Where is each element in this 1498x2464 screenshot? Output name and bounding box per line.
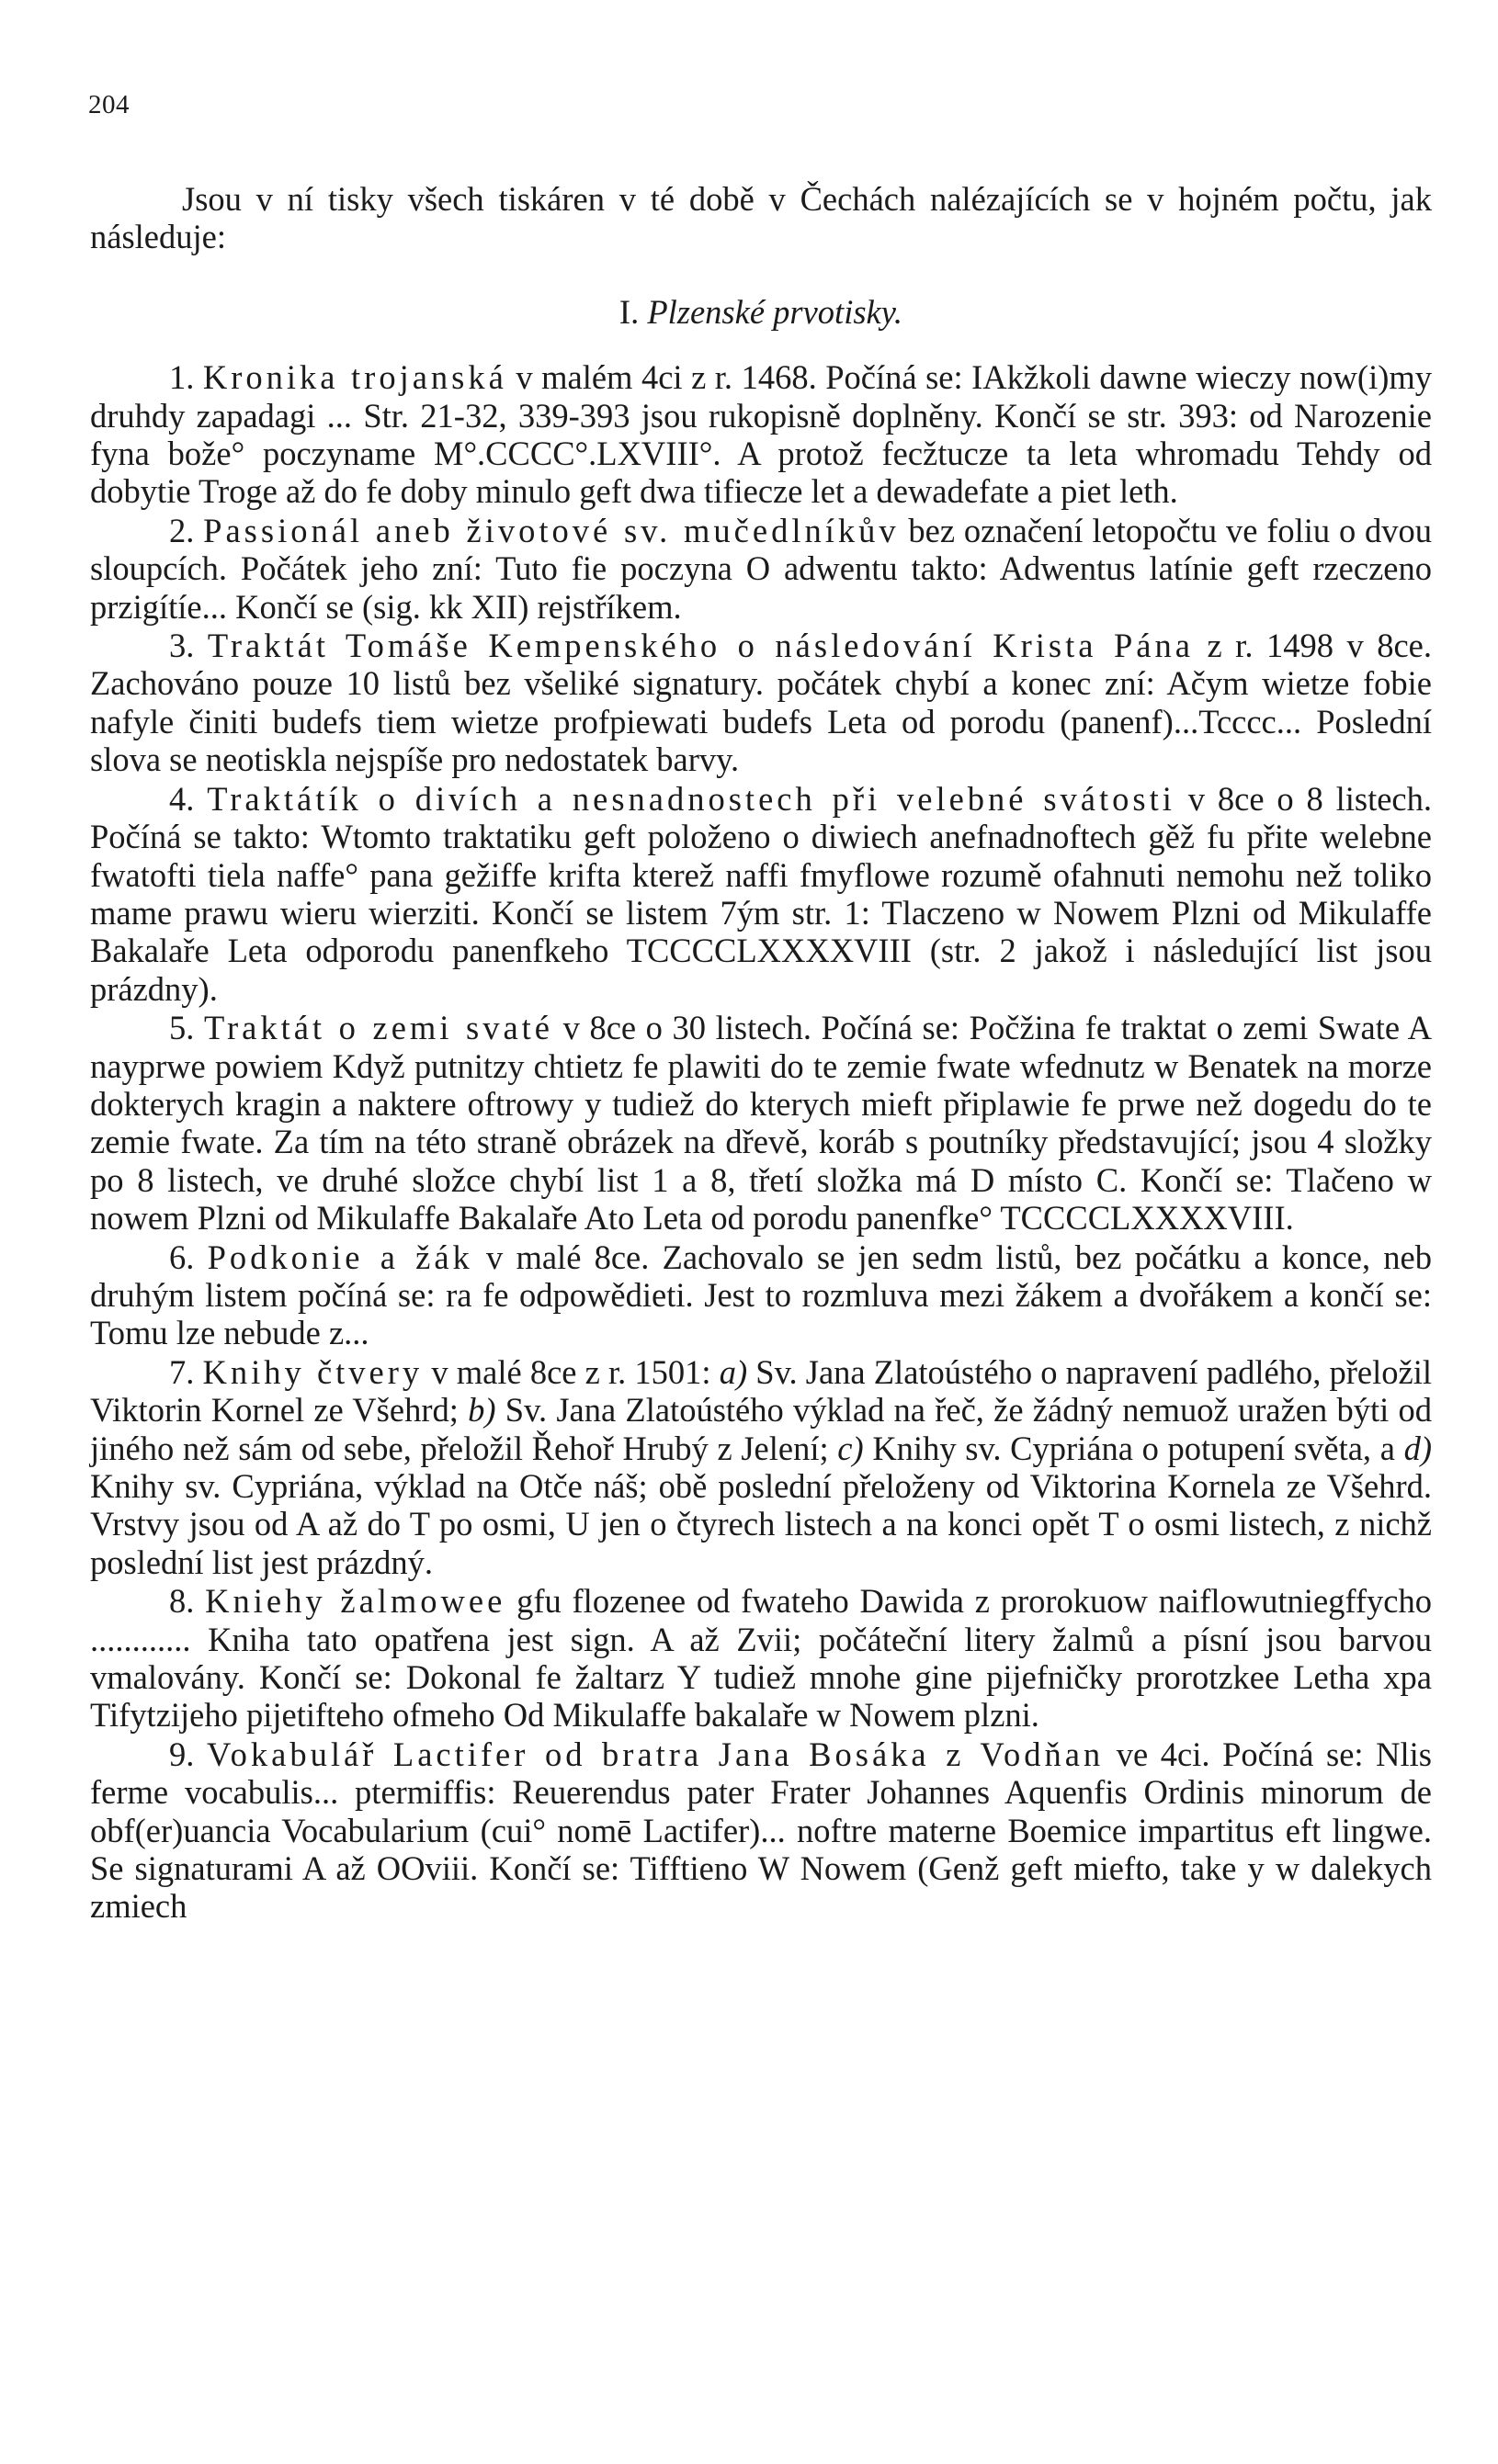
entry-text: z r. 1498 v 8ce. Zachováno pouze 10 listů bez všeliké signatury. počátek chybí a konec zní: Ačym wietze fobie nafyle činiti budefs tiem wietze profpiewati budefs Leta od porodu (panenf)...Tcccc... Poslední slova se neotiskla nejspíše pro nedostatek barvy.: [90, 627, 1433, 779]
entry-number: 9.: [169, 1735, 195, 1773]
entry-number: 7.: [169, 1352, 195, 1391]
item-mark: c): [837, 1429, 864, 1467]
entry-number: 2.: [169, 511, 195, 549]
entry-number: 1.: [169, 358, 195, 397]
item-text: Knihy sv. Cypriána o potupení světa, a: [863, 1429, 1404, 1467]
section-number: I.: [618, 292, 640, 331]
entry-text: v malé 8ce z r. 1501:: [423, 1352, 720, 1391]
entry-number: 5.: [169, 1009, 195, 1047]
entry-5: [90, 1009, 1432, 1237]
section-heading: [90, 293, 1432, 331]
entry-text: bez označení letopočtu ve foliu o dvou sloupcích. Počátek jeho zní: Tuto fie poczyna O adwentu takto: Adwentus latínie geft rzeczeno przigítíe... Končí se (sig. kk XII) rejstříkem.: [90, 511, 1432, 626]
entry-text: v 8ce o 8 listech. Počíná se takto: Wtomto traktatiku geft položeno o diwiech anefnadnoftech gěž fu přite welebne fwatofti tiela naffe° pana gežiffe krifta kterež naffi fmyflowe rozumě ofahnuti nemohu než toliko mame prawu wieru wierziti. Končí se listem 7ým str. 1: Tlaczeno w Nowem Plzni od Mikulaffe Bakalaře Leta odporodu panenfkeho TCCCCLXXXXVIII (str. 2 jakož i následující list jsou prázdny).: [90, 779, 1433, 1008]
entry-number: 4.: [169, 779, 195, 818]
entry-6: [90, 1238, 1432, 1352]
entry-2: [90, 512, 1432, 626]
entry-text: v 8ce o 30 listech. Počíná se: Počžina fe traktat o zemi Swate A nayprwe powiem Když putnitzy chtietz fe plawiti do te zemie fwate wfednutz w Benatek na morze dokterych kragin a naktere oftrowy y tudiež do kterych mieft připlawie fe prwe než dogedu do te zemie fwate. Za tím na této straně obrázek na dřevě, koráb s poutníky představující; jsou 4 složky po 8 listech, ve druhé složce chybí list 1 a 8, třetí složka má D místo C. Končí se: Tlačeno w nowem Plzni od Mikulaffe Bakalaře Ato Leta od porodu panenfke° TCCCCLXXXXVIII.: [90, 1009, 1433, 1238]
intro-paragraph: Jsou v ní tisky všech tiskáren v té době v Čechách nalézajících se v hojném počtu, jak následuje:: [90, 180, 1432, 256]
entry-text: ve 4ci. Počíná se: Nlis ferme vocabulis... ptermiffis: Reuerendus pater Frater Johannes Aquenfis Ordinis minorum de obf(er)uancia Vocabularium (cui° nomē Lactifer)... noftre materne Boemice impartitus eft lingwe. Se signaturami A až OOviii. Končí se: Tifftieno W Nowem (Genž geft miefto, take y w dalekych zmiech: [90, 1735, 1432, 1926]
entry-number: 6.: [169, 1238, 195, 1276]
item-text: Knihy sv. Cypriána, výklad na Otče náš; obě poslední přeloženy od Viktorina Kornela ze Všehrd. Vrstvy jsou od A až do T po osmi, U jen o čtyrech listech a na konci opět T o osmi listech, z nichž poslední list jest prázdný.: [90, 1467, 1432, 1581]
entry-3: [90, 627, 1432, 779]
item-mark: d): [1403, 1429, 1432, 1467]
entry-text: gfu flozenee od fwateho Dawida z prorokuow naiflowutniegffycho ............ Kniha tato opatřena jest sign. A až Zvii; počáteční litery žalmů a písní jsou barvou vmalovány. Končí se: Dokonal fe žaltarz Y tudiež mnohe gine pijefničky prorotzkee Letha xpa Tifytzijeho pijetifteho ofmeho Od Mikulaffe bakalaře w Nowem plzni.: [90, 1582, 1432, 1735]
page-body: [90, 180, 1432, 1926]
entry-9: [90, 1735, 1432, 1926]
entry-4: [90, 780, 1432, 1008]
entry-8: [90, 1582, 1432, 1735]
item-mark: a): [719, 1352, 748, 1391]
entry-title: Podkonie a žák: [207, 1238, 473, 1276]
entry-number: 3.: [169, 627, 195, 665]
section-title: Plzenské prvotisky.: [647, 292, 903, 331]
entry-title: Vokabulář Lactifer od bratra Jana Bosáka z Vodňan: [206, 1735, 1105, 1773]
entry-1: [90, 358, 1432, 511]
item-text: Sv. Jana Zlatoústého o napravení padlého, přeložil Viktorin Kornel ze Všehrd;: [90, 1352, 1433, 1430]
entry-title: Traktát o zemi svaté: [203, 1009, 554, 1047]
item-mark: b): [468, 1391, 496, 1430]
entry-title: Kronika trojanská: [202, 358, 507, 397]
page-number: 204: [88, 90, 130, 119]
entry-title: Traktát Tomáše Kempenského o následování Krista Pána: [207, 627, 1194, 665]
entry-title: Knihy čtvery: [202, 1352, 424, 1391]
entry-title: Traktátík o divích a nesnadnostech při velebné svátosti: [207, 779, 1175, 818]
entry-title: Kniehy žalmowee: [205, 1582, 506, 1621]
item-text: Sv. Jana Zlatoústého výklad na řeč, že žádný nemuož uražen býti od jiného než sám od sebe, přeložil Řehoř Hrubý z Jelení;: [90, 1391, 1433, 1467]
entry-7: [90, 1353, 1432, 1581]
entry-text: v malé 8ce. Zachovalo se jen sedm listů, bez počátku a konce, neb druhým listem počíná se: ra fe odpowědieti. Jest to rozmluva mezi žákem a dvořákem a končí se: Tomu lze nebude z...: [90, 1238, 1432, 1352]
entry-text: v malém 4ci z r. 1468. Počíná se: IAkžkoli dawne wieczy now(i)my druhdy zapadagi ... Str. 21-32, 339-393 jsou rukopisně doplněny. Končí se str. 393: od Narozenie fyna bože° poczyname M°.CCCC°.LXVIII°. A protož fecžtucze ta leta whromadu Tehdy od dobytie Troge až do fe doby minulo geft dwa tifiecze let a dewadefate a piet leth.: [90, 358, 1433, 511]
entry-title: Passionál aneb životové sv. mučedlníkův: [203, 511, 900, 549]
entry-number: 8.: [169, 1582, 195, 1621]
